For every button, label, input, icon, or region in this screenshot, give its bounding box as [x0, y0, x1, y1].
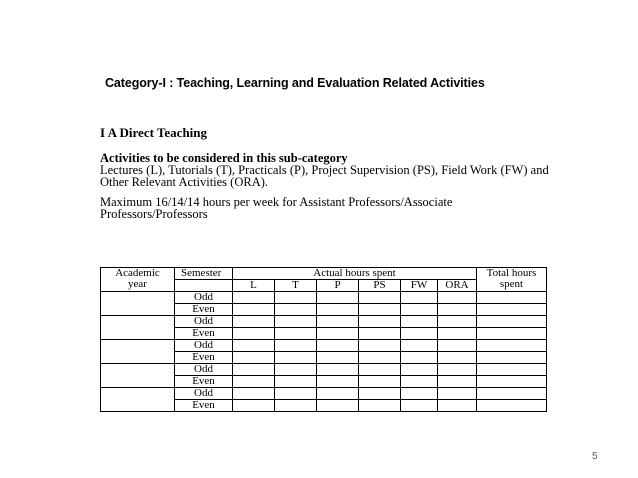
- semester-cell: Even: [175, 328, 233, 340]
- hours-cell[interactable]: [233, 364, 275, 376]
- table-body: [101, 292, 547, 412]
- hours-cell[interactable]: [401, 376, 438, 388]
- hours-cell[interactable]: [401, 292, 438, 304]
- hours-cell[interactable]: [275, 364, 317, 376]
- hours-cell[interactable]: [275, 340, 317, 352]
- semester-header: Semester: [175, 268, 233, 280]
- hours-cell[interactable]: [317, 340, 359, 352]
- hours-cell[interactable]: [359, 376, 401, 388]
- total-hours-cell[interactable]: [477, 376, 547, 388]
- hours-cell[interactable]: [275, 376, 317, 388]
- total-hours-cell[interactable]: [477, 316, 547, 328]
- hours-cell[interactable]: [438, 328, 477, 340]
- hours-cell[interactable]: [317, 316, 359, 328]
- activities-heading: Activities to be considered in this sub-category: [100, 151, 348, 165]
- hours-cell[interactable]: [438, 292, 477, 304]
- hours-cell[interactable]: [401, 340, 438, 352]
- hours-cell[interactable]: [317, 292, 359, 304]
- hours-cell[interactable]: [317, 352, 359, 364]
- hours-cell[interactable]: [438, 376, 477, 388]
- hours-cell[interactable]: [401, 388, 438, 400]
- academic-year-header-line-1: Academic: [115, 267, 160, 279]
- hours-cell[interactable]: [317, 364, 359, 376]
- total-hours-cell[interactable]: [477, 328, 547, 340]
- hours-cell[interactable]: [438, 304, 477, 316]
- hours-cell[interactable]: [275, 400, 317, 412]
- hours-cell[interactable]: [233, 292, 275, 304]
- hours-cell[interactable]: [233, 400, 275, 412]
- hours-cell[interactable]: [359, 388, 401, 400]
- semester-subheader-blank: [175, 280, 233, 292]
- hours-cell[interactable]: [401, 316, 438, 328]
- total-hours-cell[interactable]: [477, 304, 547, 316]
- table-row: [101, 316, 547, 328]
- sub-header-ora: ORA: [438, 280, 477, 292]
- hours-cell[interactable]: [233, 376, 275, 388]
- academic-year-header-line-2: year: [128, 278, 147, 290]
- academic-year-header: [101, 268, 175, 292]
- hours-cell[interactable]: [233, 328, 275, 340]
- total-hours-header-line-1: Total hours: [486, 267, 537, 279]
- hours-cell[interactable]: [317, 376, 359, 388]
- hours-cell[interactable]: [401, 364, 438, 376]
- total-hours-cell[interactable]: [477, 292, 547, 304]
- hours-cell[interactable]: [275, 292, 317, 304]
- table-row: [101, 292, 547, 304]
- hours-cell[interactable]: [359, 292, 401, 304]
- table-row: [101, 340, 547, 352]
- semester-cell: Even: [175, 376, 233, 388]
- sub-header-fw: FW: [401, 280, 438, 292]
- semester-cell: Even: [175, 304, 233, 316]
- category-title: Category-I : Teaching, Learning and Evaluation Related Activities: [105, 76, 485, 90]
- sub-header-t: T: [275, 280, 317, 292]
- academic-year-cell[interactable]: [101, 292, 175, 316]
- hours-cell[interactable]: [438, 400, 477, 412]
- sub-header-p: P: [317, 280, 359, 292]
- hours-cell[interactable]: [275, 388, 317, 400]
- hours-cell[interactable]: [233, 304, 275, 316]
- activities-block: [100, 152, 570, 188]
- hours-cell[interactable]: [275, 316, 317, 328]
- hours-cell[interactable]: [275, 352, 317, 364]
- activities-line-2: Other Relevant Activities (ORA).: [100, 175, 269, 189]
- academic-year-cell[interactable]: [101, 364, 175, 388]
- hours-cell[interactable]: [359, 316, 401, 328]
- semester-cell: Even: [175, 400, 233, 412]
- page-number: 5: [592, 451, 598, 462]
- total-hours-header-line-2: spent: [499, 278, 524, 290]
- semester-cell: Odd: [175, 364, 233, 376]
- actual-hours-header: Actual hours spent: [233, 268, 477, 280]
- sub-header-l: L: [233, 280, 275, 292]
- semester-cell: Even: [175, 352, 233, 364]
- semester-cell: Odd: [175, 316, 233, 328]
- total-hours-cell[interactable]: [477, 352, 547, 364]
- hours-cell[interactable]: [438, 340, 477, 352]
- activities-line-1: Lectures (L), Tutorials (T), Practicals (P), Project Supervision (PS), Field Work (FW) and: [100, 163, 549, 177]
- hours-cell[interactable]: [359, 400, 401, 412]
- academic-year-cell[interactable]: [101, 388, 175, 412]
- semester-cell: Odd: [175, 388, 233, 400]
- hours-cell[interactable]: [233, 388, 275, 400]
- hours-cell[interactable]: [233, 316, 275, 328]
- total-hours-cell[interactable]: [477, 364, 547, 376]
- academic-year-cell[interactable]: [101, 340, 175, 364]
- hours-cell[interactable]: [438, 316, 477, 328]
- hours-cell[interactable]: [317, 328, 359, 340]
- semester-cell: Odd: [175, 292, 233, 304]
- maximum-line-2: Professors/Professors: [100, 207, 208, 221]
- academic-year-cell[interactable]: [101, 316, 175, 340]
- hours-cell[interactable]: [359, 328, 401, 340]
- hours-cell[interactable]: [359, 340, 401, 352]
- section-title: I A Direct Teaching: [100, 125, 208, 140]
- hours-cell[interactable]: [317, 400, 359, 412]
- sub-header-ps: PS: [359, 280, 401, 292]
- hours-cell[interactable]: [401, 400, 438, 412]
- total-hours-cell[interactable]: [477, 340, 547, 352]
- hours-cell[interactable]: [317, 304, 359, 316]
- hours-cell[interactable]: [233, 340, 275, 352]
- hours-cell[interactable]: [359, 364, 401, 376]
- hours-cell[interactable]: [401, 328, 438, 340]
- hours-cell[interactable]: [401, 304, 438, 316]
- total-hours-cell[interactable]: [477, 388, 547, 400]
- hours-cell[interactable]: [438, 352, 477, 364]
- table-row: [101, 364, 547, 376]
- hours-cell[interactable]: [275, 304, 317, 316]
- semester-cell: Odd: [175, 340, 233, 352]
- table-row: [101, 388, 547, 400]
- maximum-line-1: Maximum 16/14/14 hours per week for Assistant Professors/Associate: [100, 195, 453, 209]
- maximum-hours-block: [100, 196, 500, 220]
- hours-cell[interactable]: [438, 364, 477, 376]
- hours-cell[interactable]: [233, 352, 275, 364]
- total-hours-header: [477, 268, 547, 292]
- hours-cell[interactable]: [359, 304, 401, 316]
- hours-table: [100, 267, 547, 412]
- total-hours-cell[interactable]: [477, 400, 547, 412]
- hours-cell[interactable]: [438, 388, 477, 400]
- hours-cell[interactable]: [317, 388, 359, 400]
- hours-cell[interactable]: [275, 328, 317, 340]
- hours-cell[interactable]: [401, 352, 438, 364]
- hours-cell[interactable]: [359, 352, 401, 364]
